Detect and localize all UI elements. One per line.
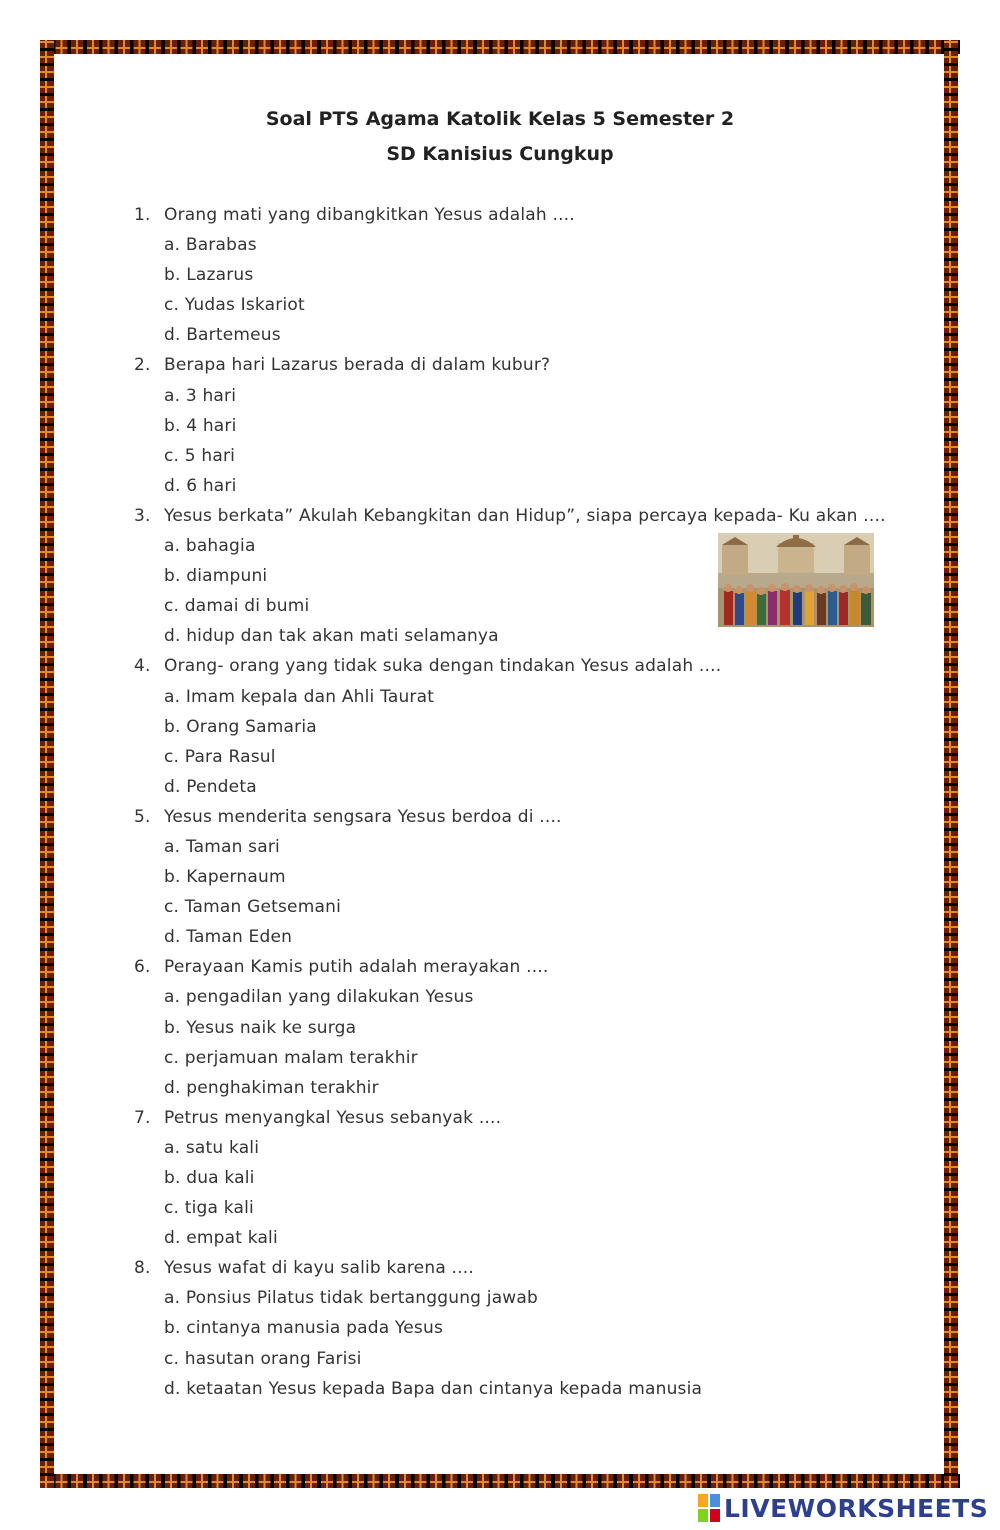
answer-option: b. Orang Samaria xyxy=(164,716,317,737)
answer-option: a. Ponsius Pilatus tidak bertanggung jawab xyxy=(164,1288,539,1309)
question-number: 1. xyxy=(134,205,151,225)
question-number: 8. xyxy=(134,1258,151,1279)
question-text: Berapa hari Lazarus berada di dalam kubur? xyxy=(164,355,551,376)
answer-option: b. diampuni xyxy=(164,566,268,587)
answer-option: c. 5 hari xyxy=(164,445,236,466)
question-row xyxy=(134,1253,894,1283)
question-text: Petrus menyangkal Yesus sebanyak .... xyxy=(164,1107,502,1128)
answer-option: d. Bartemeus xyxy=(164,325,281,346)
answer-option: b. dua kali xyxy=(164,1168,255,1188)
question-number: 5. xyxy=(134,806,151,827)
answer-option: b. cintanya manusia pada Yesus xyxy=(164,1318,444,1339)
answer-option: c. hasutan orang Farisi xyxy=(164,1348,362,1369)
answer-option: d. penghakiman terakhir xyxy=(164,1077,379,1098)
question-row xyxy=(134,1103,894,1133)
answer-option: b. 4 hari xyxy=(164,415,237,436)
liveworksheets-watermark xyxy=(698,1493,988,1523)
question-text: Yesus menderita sengsara Yesus berdoa di .... xyxy=(164,806,562,827)
page-subtitle: SD Kanisius Cungkup xyxy=(386,143,614,165)
liveworksheets-logo-icon xyxy=(698,1494,720,1522)
answer-option: c. damai di bumi xyxy=(164,596,310,617)
religious-painting-image xyxy=(718,533,874,627)
answer-option: d. Taman Eden xyxy=(164,927,293,948)
question-number: 6. xyxy=(134,957,151,978)
answer-option: c. perjamuan malam terakhir xyxy=(164,1047,418,1068)
liveworksheets-brand: LIVEWORKSHEETS xyxy=(724,1493,989,1523)
question-row xyxy=(134,651,894,681)
answer-option: a. Barabas xyxy=(164,235,257,256)
question-row xyxy=(134,952,894,982)
question-text: Orang mati yang dibangkitkan Yesus adalah .... xyxy=(164,205,575,225)
answer-option: a. Taman sari xyxy=(164,836,280,857)
answer-option: c. Taman Getsemani xyxy=(164,897,341,918)
answer-option: d. ketaatan Yesus kepada Bapa dan cintanya kepada manusia xyxy=(164,1378,703,1399)
question-row xyxy=(134,350,894,380)
answer-option: c. Para Rasul xyxy=(164,746,276,767)
answer-option: a. 3 hari xyxy=(164,385,237,406)
answer-option: c. Yudas Iskariot xyxy=(164,295,305,316)
decorative-border-right xyxy=(944,40,958,1488)
question-number: 4. xyxy=(134,656,151,677)
page-title: Soal PTS Agama Katolik Kelas 5 Semester 2 xyxy=(265,108,735,130)
answer-option: b. Lazarus xyxy=(164,265,254,286)
question-text: Perayaan Kamis putih adalah merayakan .... xyxy=(164,957,549,978)
decorative-border-left xyxy=(40,40,54,1488)
question-text: Yesus berkata” Akulah Kebangkitan dan Hidup”, siapa percaya kepada- Ku akan .... xyxy=(164,505,886,526)
question-row xyxy=(134,200,894,230)
answer-option: c. tiga kali xyxy=(164,1198,254,1219)
question-number: 7. xyxy=(134,1107,151,1128)
decorative-border-bottom xyxy=(40,1474,960,1488)
answer-option: a. Imam kepala dan Ahli Taurat xyxy=(164,686,435,707)
answer-option: b. Kapernaum xyxy=(164,867,286,888)
answer-option: d. empat kali xyxy=(164,1228,278,1249)
answer-option: d. 6 hari xyxy=(164,475,237,496)
decorative-border-top xyxy=(40,40,960,54)
answer-option: d. Pendeta xyxy=(164,776,257,797)
answer-option: a. pengadilan yang dilakukan Yesus xyxy=(164,987,474,1008)
question-text: Yesus wafat di kayu salib karena .... xyxy=(164,1258,474,1279)
question-number: 3. xyxy=(134,505,151,526)
question-number: 2. xyxy=(134,355,151,376)
question-row xyxy=(134,501,894,531)
answer-option: a. bahagia xyxy=(164,536,256,557)
question-text: Orang- orang yang tidak suka dengan tindakan Yesus adalah .... xyxy=(164,656,722,677)
answer-option: b. Yesus naik ke surga xyxy=(164,1017,357,1038)
question-list xyxy=(134,200,894,1404)
answer-option: d. hidup dan tak akan mati selamanya xyxy=(164,626,499,647)
answer-option: a. satu kali xyxy=(164,1137,260,1158)
question-row xyxy=(134,802,894,832)
